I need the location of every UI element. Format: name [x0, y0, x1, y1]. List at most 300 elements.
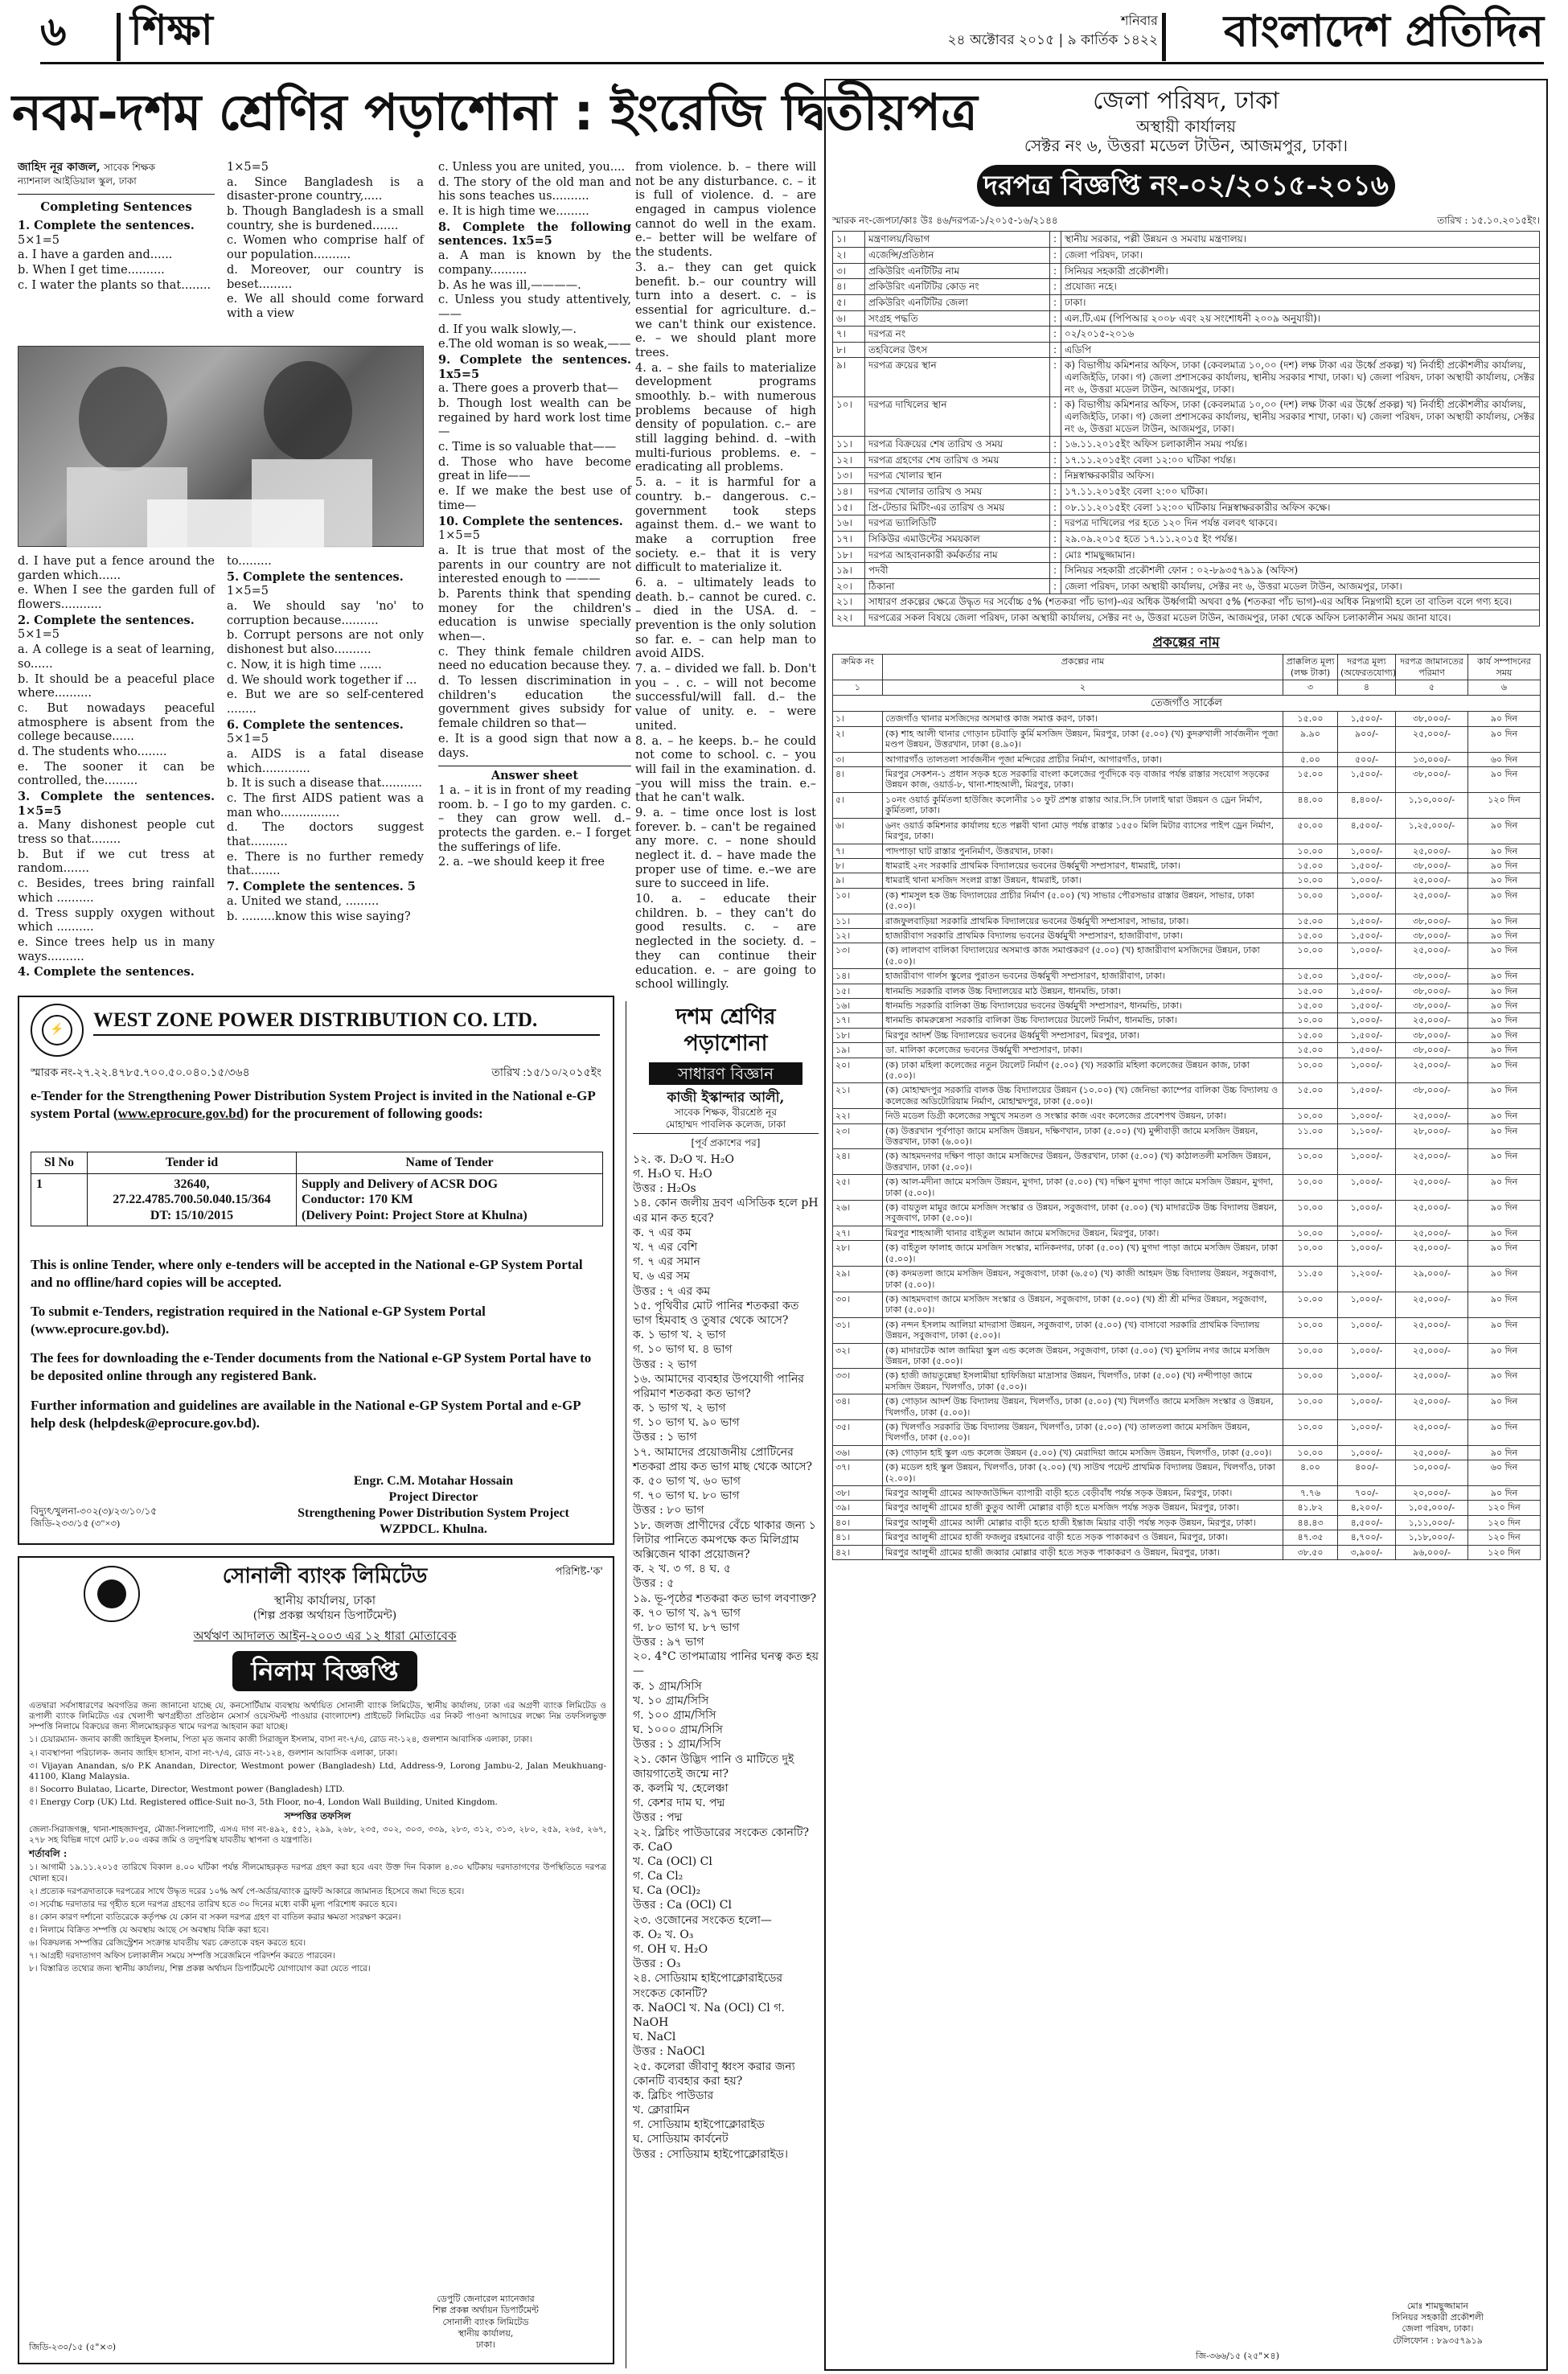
table-cell: ২৫,০০০/-: [1396, 1241, 1468, 1267]
answer-list: [438, 784, 631, 870]
issue-date: ২৪ অক্টোবর ২০১৫ | ৯ কার্তিক ১৪২২: [947, 32, 1158, 48]
author-role: সাবেক শিক্ষক: [104, 162, 156, 173]
table-row: [833, 767, 1541, 793]
westzone-ref: বিদ্যুৎ/খুলনা-৩০২(৩)/২৩/১০/১৫ জিডি-২৩৩/১৫ (৩"×৩): [31, 1505, 158, 1529]
table-cell: পাদপাড়া ঘাট রাস্তার পুননির্মাণ, উত্তরখান, ঢাকা।: [883, 844, 1283, 858]
list-item: a. Many dishonest people cut tress so that........: [18, 819, 215, 847]
table-cell: ৩৮,০০০/-: [1396, 928, 1468, 943]
list-item: e. If we make the best use of time—: [438, 485, 631, 512]
table-cell: ১,২০০/-: [1338, 1267, 1396, 1292]
table-cell: ১৫.০০: [1283, 858, 1338, 873]
table-cell: ১২০ দিন: [1468, 1515, 1541, 1530]
table-cell: ২৫,০০০/-: [1396, 726, 1468, 752]
table-cell: ৯০ দিন: [1468, 914, 1541, 928]
table-cell: ৯০ দিন: [1468, 998, 1541, 1012]
list-item: e. It is high time we.........: [438, 205, 589, 219]
table-row: ১৭। সিকিউর এমাউন্টের সময়কাল : ২৯.০৯.২০১৫ হতে ১৭.১১.২০১৫ ইং পর্যন্ত।: [833, 531, 1540, 547]
table-cell: ৯০ দিন: [1468, 873, 1541, 888]
table-cell: ৫০.০০: [1283, 818, 1338, 844]
list-item: ২৫. কলেরা জীবাণু ধ্বংস করার জন্য কোনটি ব্যবহার করা হয়?: [633, 2060, 795, 2088]
table-cell: মিরপুর সেকশন-১ প্রধান সড়ক হতে সরকারি বাংলা কলেজের পূর্বদিকে বড় বাজার পর্যন্ত রাস্তার সংযোগ সড়কের উন্নয়ন কাজ, ওয়ার্ড-৮, থানা-শাহআলী, মিরপুর, ঢাকা।: [883, 767, 1283, 793]
table-row: ২। এজেন্সি/প্রতিষ্ঠান : জেলা পরিষদ, ঢাকা।: [833, 248, 1540, 264]
table-cell: ৩৮,০০০/-: [1396, 1028, 1468, 1042]
table-cell: ১০.০০: [1283, 1226, 1338, 1240]
science-author-role: সাবেক শিক্ষক, বীরশ্রেষ্ঠ নূর: [674, 1107, 778, 1118]
weekday: শনিবার: [1121, 13, 1158, 28]
list-item: খ. ১০ গ্রাম/সিসি: [633, 1694, 709, 1707]
table-cell: ১০.০০: [1283, 1241, 1338, 1267]
list-item: 2. a. –we should keep it free: [438, 856, 605, 869]
table-cell: (ক) বাইতুল ফালাহ জামে মসজিদ সংস্কার, মানিকনগর, ঢাকা (৫.০০) (খ) মুগদা পাড়া জামে মসজিদ উন্নয়ন, ঢাকা (৫.০০)।: [883, 1241, 1283, 1267]
auction-body: [29, 1701, 606, 2296]
table-cell: ১,৫০০/-: [1338, 712, 1396, 726]
table-cell: ১,০০০/-: [1338, 1445, 1396, 1460]
auction-paragraph: এতদ্বারা সর্বসাধারণের অবগতির জন্য জানানো যাচ্ছে যে, কনসোর্টিয়াম ব্যবস্থায় অর্থায়িত সোনালী ব্যাংক লিমিটেড, স্থানীয় কার্যালয়, ঢাকা এর অগ্রণী ব্যাংক লিমিটেড ও রূপালী ব্যাংক লিমিটেড এর খেলাপী ঋণগ্রহীতা প্রতিষ্ঠান মেসার্স ওয়েস্টমন্ট পাওয়ার (বাংলাদেশ) প্রাইভেট লিমিটেড এর নিকট পাওনা আদায়ের লক্ষ্যে নিম্ন তফসিলভুক্ত সম্পত্তি নিলামে বিক্রয়ের জন্য সীলমোহরকৃত খামে দরপত্র আহবান করা যাচ্ছে।: [29, 1701, 606, 1732]
eprocure-link[interactable]: www.eprocure.gov.bd: [117, 1106, 244, 1122]
table-cell: ৯০ দিন: [1468, 712, 1541, 726]
table-cell: ডা. মালিকা কলেজের ভবনের উর্ধ্বমুখী সম্প্রসারণ, ঢাকা।: [883, 1043, 1283, 1058]
table-cell: ১০.০০: [1283, 943, 1338, 969]
list-item: ১৯. ভূ-পৃষ্ঠের শতকরা কত ভাগ লবণাক্ত?: [633, 1592, 817, 1605]
table-cell: ১,০০০/-: [1338, 1241, 1396, 1267]
list-item: c. Women who comprise half of our population..........: [227, 234, 424, 262]
auction-paragraph: ২। ব্যবস্থাপনা পরিচালক- জনাব জাহিদ হাসান, বাসা নং-৭/এ, রোড নং-১২৪, গুলশান আবাসিক এলাকা, ঢাকা।: [29, 1748, 398, 1758]
table-cell: ৩৪।: [833, 1394, 883, 1420]
table-row: ৩। প্রকিউরিং এনটিটির নাম : সিনিয়র সহকারী প্রকৌশলী।: [833, 263, 1540, 279]
table-cell: ১২০ দিন: [1468, 1530, 1541, 1545]
table-cell: ৬নং ওয়ার্ড কমিশনার কার্যালয় হতে পল্লবী থানা মোড় পর্যন্ত রাস্তার ১৫৫০ মিলি মিটার ব্যাসের পাইপ ড্রেন নির্মাণ, মিরপুর, ঢাকা।: [883, 818, 1283, 844]
table-cell: ১,০৫,০০০/-: [1396, 1501, 1468, 1515]
table-cell: ৪৪.০০: [1283, 792, 1338, 818]
answer-sheet-heading: Answer sheet: [438, 766, 631, 783]
table-cell: মিরপুর আদর্শ উচ্চ বিদ্যালয়ের ভবনের ঊর্ধ্বমুখী সম্প্রসারণ, মিরপুর, ঢাকা।: [883, 1028, 1283, 1042]
tender-memo-date: তারিখ : ১৫.১০.২০১৫ইং।: [1437, 215, 1540, 227]
table-row: [833, 873, 1541, 888]
table-cell: ৯০০/-: [1338, 726, 1396, 752]
list-item: a. Since Bangladesh is a disaster-prone country,.....: [227, 175, 424, 203]
table-cell: ১০.০০: [1283, 873, 1338, 888]
table-cell: নিউ মডেল ডিগ্রী কলেজের সম্মুখে সমতল ও সংস্কার কাজ এবং কলেজের প্রবেশপথ উন্নয়ন, ঢাকা।: [883, 1109, 1283, 1123]
table-cell: ৪২।: [833, 1545, 883, 1559]
auction-paragraph: ৭। আগ্রহী দরদাতাগণ অফিস চলাকালীন সময়ে সম্পত্তি সরেজমিনে পরিদর্শন করতে পারবেন।: [29, 1951, 335, 1961]
list-item: খ. ৭ এর বেশি: [633, 1241, 698, 1254]
table-cell: ১,২৫,০০০/-: [1396, 818, 1468, 844]
table-cell: ৯০ দিন: [1468, 1028, 1541, 1042]
table-row: [833, 858, 1541, 873]
table-cell: ৭।: [833, 844, 883, 858]
question-list: [227, 555, 424, 924]
table-cell: ১,০০০/-: [1338, 873, 1396, 888]
table-cell: ১২।: [833, 928, 883, 943]
table-row: [833, 1394, 1541, 1420]
col-tender-name: Name of Tender: [297, 1152, 603, 1174]
list-item: 10. a. – educate their children. b. – they can't do good results. c. – are neglected in the society. d. – they can continue their education. e. – are going to school willingly.: [635, 893, 816, 992]
science-author-school: মোহাম্মদ পাবলিক কলেজ, ঢাকা: [633, 1119, 819, 1135]
table-row: [833, 969, 1541, 984]
table-cell: ৯০ দিন: [1468, 767, 1541, 793]
tender-office: জেলা পরিষদ, ঢাকা: [1093, 87, 1279, 115]
article-column-1-cont: [18, 555, 215, 993]
table-cell: ৯০ দিন: [1468, 1226, 1541, 1240]
table-row: [833, 844, 1541, 858]
auction-paragraph: ৪। Socorro Bulatao, Licarte, Director, Westmont power (Bangladesh) LTD.: [29, 1784, 345, 1794]
list-item: ক. ১ গ্রাম/সিসি: [633, 1679, 702, 1693]
table-cell: ২৫,০০০/-: [1396, 1058, 1468, 1083]
table-row: [833, 928, 1541, 943]
table-row: [833, 1267, 1541, 1292]
table-cell: ৯০ দিন: [1468, 1292, 1541, 1317]
table-row: [833, 1028, 1541, 1042]
sonali-branch: স্থানীয় কার্যালয়, ঢাকা: [273, 1593, 376, 1608]
table-cell: ২৪।: [833, 1149, 883, 1175]
list-item: ক. ৫০ ভাগ খ. ৬০ ভাগ: [633, 1475, 741, 1488]
article-column-2: [227, 161, 424, 342]
table-cell: ১,০০০/-: [1338, 1201, 1396, 1226]
list-item: ২১. কোন উদ্ভিদ পানি ও মাটিতে দুই জায়গাতেই জন্মে না?: [633, 1752, 794, 1780]
table-row: [833, 1083, 1541, 1109]
table-cell: (ক) গোড়ান আদর্শ উচ্চ বিদ্যালয় উন্নয়ন, খিলগাঁও, ঢাকা (৫.০০) (খ) খিলগাঁও জামে মসজিদ সংস্কার ও উন্নয়ন, খিলগাঁও, ঢাকা (৫.০০)।: [883, 1394, 1283, 1420]
table-cell: ৯০ দিন: [1468, 818, 1541, 844]
table-cell: ৪০।: [833, 1515, 883, 1530]
table-cell: ১১.০০: [1283, 1123, 1338, 1149]
table-cell: ৩৮.৫০: [1283, 1545, 1338, 1559]
list-item: উত্তর : ৭ এর কম: [633, 1284, 711, 1298]
table-cell: (ক) খিলগাঁও সরকারি উচ্চ বিদ্যালয় উন্নয়ন, খিলগাঁও, ঢাকা (৫.০০) (খ) তালতলা জামে মসজিদ উন্নয়ন, খিলগাঁও, ঢাকা (৫.০০)।: [883, 1419, 1283, 1445]
table-cell: ৯০ দিন: [1468, 888, 1541, 914]
list-item: d. To lessen discrimination in children's education the government gives subsidy for female children so that—: [438, 675, 631, 731]
table-row: [833, 726, 1541, 752]
list-item: c. Besides, trees bring rainfall which ..........: [18, 877, 215, 905]
students-photo-shapes: [18, 347, 425, 548]
table-cell: ধানমন্ডি সরকারি বালক উচ্চ বিদ্যালয়ের মাঠ উন্নয়ন, ধানমন্ডি, ঢাকা।: [883, 984, 1283, 998]
table-cell: ১২০ দিন: [1468, 1501, 1541, 1515]
article-column-1: [18, 161, 215, 342]
table-cell: ১,০০০/-: [1338, 1369, 1396, 1394]
table-cell: ১,১০০/-: [1338, 1123, 1396, 1149]
science-section: [626, 1001, 819, 2368]
list-item: b. It is such a disease that...........: [227, 777, 423, 791]
table-cell: ৪০০/-: [1338, 1460, 1396, 1486]
auction-paragraph: ৫। Energy Corp (UK) Ltd. Registered office-Suit no-3, 5th Floor, no-4, London Wall Building, United Kingdom.: [29, 1797, 498, 1807]
auction-paragraph: ৬। বিক্রয়লব্ধ সম্পত্তির রেজিস্ট্রেশন সংক্রান্ত যাবতীয় খরচ ক্রেতাকে বহন করতে হবে।: [29, 1938, 306, 1949]
tender-address: সেক্টর নং ৬, উত্তরা মডেল টাউন, আজমপুর, ঢাকা।: [1024, 135, 1348, 155]
table-cell: ৪৭.৩৫: [1283, 1530, 1338, 1545]
table-cell: ১৩।: [833, 943, 883, 969]
list-item: খ. Ca (OCl) Cl: [633, 1854, 712, 1868]
table-cell: ধানমন্ডি সরকারি বালিকা উচ্চ বিদ্যালয়ের ভবনের উর্ধ্বমুখী সম্প্রসারণ, ধানমন্ডি, ঢাকা।: [883, 998, 1283, 1012]
table-row: [833, 914, 1541, 928]
table-cell: ১,০০০/-: [1338, 1109, 1396, 1123]
list-item: 5×1=5: [18, 233, 60, 247]
list-item: 2. Complete the sentences.: [18, 613, 195, 627]
table-cell: ৩৮,০০০/-: [1396, 712, 1468, 726]
table-row: ১২। দরপত্র গ্রহণের শেষ তারিখ ও সময় : ১৭.১১.২০১৫ইং বেলা ১২:০০ ঘটিকা পর্যন্ত।: [833, 452, 1540, 468]
table-cell: ২৫,০০০/-: [1396, 844, 1468, 858]
list-item: b. Parents think that spending money for the children's education is unwise specially when—.: [438, 587, 631, 643]
list-item: b. It should be a peaceful place where..........: [18, 672, 215, 700]
table-row: ১৫। প্রি-টেন্ডার মিটিং-এর তারিখ ও সময় : ০৮.১১.২০১৫ইং বেলা ১২:০০ ঘটিকায় নিম্নস্বাক্ষরকারীর অফিস কক্ষে।: [833, 499, 1540, 515]
table-cell: ১,৫০০/-: [1338, 858, 1396, 873]
table-cell: তেজগাঁও থানার মসজিদের অসমাপ্ত কাজ সমাপ্ত করণ, ঢাকা।: [883, 712, 1283, 726]
table-cell: ১৬।: [833, 998, 883, 1012]
table-cell: ৩২।: [833, 1343, 883, 1369]
list-item: 6. a. – ultimately leads to death. b.– cannot be cured. c. – died in the USA. d. – prevention is the only solution so far. e. – can help man to avoid AIDS.: [635, 576, 816, 661]
table-cell: ৩৮,০০০/-: [1396, 1083, 1468, 1109]
list-item: 10. Complete the sentences.: [438, 514, 623, 528]
table-row: [833, 1109, 1541, 1123]
table-cell: ২৮,০০০/-: [1396, 1123, 1468, 1149]
table-row: [833, 1419, 1541, 1445]
westzone-table: [31, 1152, 603, 1226]
table-cell: ৯০ দিন: [1468, 1058, 1541, 1083]
tender-memo: স্মারক নং-জেপঢা/কাঃ উঃ ৪৬/দরপত্র-১/২০১৫-১৬/২১৪৪: [832, 215, 1058, 227]
westzone-memo: স্মারক নং-২৭.২২.৪৭৮৫.৭০০.৫০.০৪০.১৫/৩৬৪: [31, 1067, 250, 1079]
table-cell: ১।: [833, 712, 883, 726]
table-cell: ধানমন্ডি কামরুন্নেসা সরকারি বালিকা উচ্চ বিদ্যালয়ের টয়লেট নির্মাণ, ধানমন্ডি, ঢাকা।: [883, 1013, 1283, 1028]
table-row: [833, 1369, 1541, 1394]
table-cell: ২০,০০০/-: [1396, 1486, 1468, 1501]
table-cell: (ক) মাদারটেক আল জামিয়া স্কুল এন্ড কলেজ উন্নয়ন, সবুজবাগ, ঢাকা (৫.০০) (খ) মুসলিম নগর জামে মসজিদ উন্নয়ন, ঢাকা (৫.০০)।: [883, 1343, 1283, 1369]
list-item: 7. Complete the sentences. 5: [227, 880, 416, 894]
table-cell: ১,০০০/-: [1338, 1343, 1396, 1369]
table-row: [833, 1226, 1541, 1240]
table-cell: ১১।: [833, 914, 883, 928]
list-item: খ. ক্লোরামিন: [633, 2104, 690, 2117]
sun-icon: [97, 1579, 126, 1608]
table-cell: ১৭।: [833, 1013, 883, 1028]
table-cell: ১২০ দিন: [1468, 1545, 1541, 1559]
list-item: 8. a. – he keeps. b.– he could not come to school. c. – you will fail in the examination. d. –you will miss the train. e.– that he can't walk.: [635, 734, 816, 805]
list-item: c. Now, it is high time ......: [227, 658, 382, 672]
list-item: উত্তর : O₃: [633, 1957, 681, 1971]
table-cell: (ক) বায়তুল মামুর জামে মসজিদ সংস্কার ও উন্নয়ন, সবুজবাগ, ঢাকা (৫.০০) (খ) মাদারটেক উচ্চ বিদ্যালয় উন্নয়ন, সবুজবাগ, ঢাকা (৫.০০)।: [883, 1201, 1283, 1226]
list-item: ক. ১ ভাগ খ. ২ ভাগ: [633, 1402, 726, 1415]
table-row: [833, 998, 1541, 1012]
table-cell: ২৫,০০০/-: [1396, 943, 1468, 969]
table-cell: ৮।: [833, 858, 883, 873]
table-row: ৯। দরপত্র ক্রয়ের স্থান : ক) বিভাগীয় কমিশনার অফিস, ঢাকা (কেবলমাত্র ১০,০০ (দশ) লক্ষ টাকা এর উর্ধ্বে প্রকল্প) খ) নির্বাহী প্রকৌশলীর কার্যালয়, এলজিইডি, ঢাকা। গ) জেলা প্রশাসকের কার্যালয়, স্থানীয় সরকার শাখা, ঢাকা। ঘ) জেলা পরিষদ, ঢাকা অস্থায়ী কার্যালয়, সেক্টর নং ৬, উত্তরা মডেল টাউন, আজমপুর, ঢাকা।: [833, 358, 1540, 397]
table-row: [833, 1292, 1541, 1317]
column-header: প্রকল্পের নাম: [883, 655, 1283, 680]
list-item: e. But we are so self-centered ........: [227, 688, 424, 716]
westzone-memo-date: তারিখ :১৫/১০/২০১৫ইং: [491, 1067, 601, 1079]
auction-paragraph: ১। আগামী ১৯.১১.২০১৫ তারিখে বিকাল ৪.০০ ঘটিকা পর্যন্ত সীলমোহরকৃত দরপত্র গ্রহণ করা হবে এবং উক্ত দিন বিকাল ৪.৩০ ঘটিকায় দরদাতাগণের উপস্থিতিতে দরপত্র খোলা হবে।: [29, 1863, 606, 1883]
table-cell: মিরপুর আলুব্দী গ্রামের আফজাউদ্দিন ব্যাপারী বাড়ী হতে বেড়ীবাঁধ পর্যন্ত সড়ক উন্নয়ন, মিরপুর, ঢাকা।: [883, 1486, 1283, 1501]
table-row: [833, 1460, 1541, 1486]
table-cell: ৯০ দিন: [1468, 1267, 1541, 1292]
table-cell: ১০.০০: [1283, 1013, 1338, 1028]
list-item: e. When I see the garden full of flowers...........: [18, 584, 215, 612]
table-cell: ১,০০০/-: [1338, 1317, 1396, 1343]
table-cell: ৯০ দিন: [1468, 1043, 1541, 1058]
auction-paragraph: ৪। কোন কারণ দর্শানো ব্যতিরেকে কর্তৃপক্ষ যে কোন বা সকল দরপত্র গ্রহণ বা বাতিল করার ক্ষমতা সংরক্ষণ করেন।: [29, 1912, 401, 1922]
table-cell: ২৬।: [833, 1201, 883, 1226]
col-sl: Sl No: [31, 1152, 88, 1174]
table-row: [833, 1445, 1541, 1460]
list-item: ২২. ব্লিচিং পাউডারের সংকেত কোনটি?: [633, 1826, 810, 1839]
header-divider: [117, 13, 121, 61]
table-row: [833, 1201, 1541, 1226]
list-item: উত্তর : ১ গ্রাম/সিসি: [633, 1738, 721, 1752]
table-cell: ১,০০০/-: [1338, 1394, 1396, 1420]
table-row: ১৮। দরপত্র আহবানকারী কর্মকর্তার নাম : মোঃ শামছুজ্জামান।: [833, 547, 1540, 563]
list-item: ক. ১ ভাগ খ. ২ ভাগ: [633, 1329, 726, 1342]
table-row: [833, 943, 1541, 969]
table-cell: হাজারীবাগ সরকারি প্রাথমিক বিদ্যালয় ভবনের ঊর্ধ্বমুখী সম্প্রসারণ, হাজারীবাগ, ঢাকা।: [883, 928, 1283, 943]
list-item: a. A man is known by the company..........: [438, 249, 631, 277]
table-cell: (ক) নন্দন ইসলাম আলিয়া মাদরাসা উন্নয়ন, সবুজবাগ, ঢাকা (৫.০০) (খ) বাসাবো সরকারি প্রাথমিক বিদ্যালয় উন্নয়ন, সবুজবাগ, ঢাকা (৫.০০)।: [883, 1317, 1283, 1343]
table-cell: (ক) আল-মদীনা জামে মসজিদ উন্নয়ন, মুগদা, ঢাকা (৫.০০) (খ) দক্ষিণ মুগদা পাড়া জামে মসজিদ উন্নয়ন, মুগদা, ঢাকা (৫.০০)।: [883, 1175, 1283, 1201]
list-item: গ. ১০ ভাগ ঘ. ৯০ ভাগ: [633, 1416, 740, 1430]
table-cell: ২৫,০০০/-: [1396, 888, 1468, 914]
table-cell: ৯০ দিন: [1468, 1013, 1541, 1028]
question-list: [18, 219, 215, 293]
list-item: ১৫. পৃথিবীর মোট পানির শতকরা কত ভাগ হিমবাহ ও তুষার থেকে আসে?: [633, 1299, 799, 1327]
list-item: b. As he was ill,————.: [438, 278, 581, 292]
annex-tag: পরিশিষ্ট-'ক': [555, 1566, 603, 1578]
list-item: ঘ. সোডিয়াম কার্বনেট: [633, 2133, 729, 2146]
table-cell: ৯৬,০০০/-: [1396, 1545, 1468, 1559]
table-cell: ১৩,০০০/-: [1396, 752, 1468, 766]
column-header: কার্য সম্পাদনের সময়: [1468, 655, 1541, 680]
list-item: গ. ৭০ ভাগ ঘ. ৮০ ভাগ: [633, 1489, 740, 1503]
list-item: ক. CaO: [633, 1840, 673, 1854]
table-cell: ৩৫।: [833, 1419, 883, 1445]
column-header: দরপত্র জামানতের পরিমাণ: [1396, 655, 1468, 680]
table-cell: ৫।: [833, 792, 883, 818]
table-cell: মিরপুর আলুব্দী গ্রামের হাজী কুতুব আলী মোল্লার বাড়ী হতে মসজিদ পর্যন্ত সড়ক উন্নয়ন, মিরপুর, ঢাকা।: [883, 1501, 1283, 1515]
table-cell: ৯০ দিন: [1468, 1175, 1541, 1201]
table-cell: ২৩।: [833, 1123, 883, 1149]
table-cell: ৪।: [833, 767, 883, 793]
list-item: ২৪. সোডিয়াম হাইপোক্লোরাইডের সংকেত কোনটি?: [633, 1972, 783, 2000]
table-cell: (ক) শামসুল হক উচ্চ বিদ্যালয়ের প্রাচীর নির্মাণ (৫.০০) (খ) সাভার পৌরসভার রাস্তার উন্নয়ন, সাভার, ঢাকা (৫.০০)।: [883, 888, 1283, 914]
list-item: ক. ২ খ. ৩ গ. ৪ ঘ. ৫: [633, 1563, 732, 1576]
table-cell: ৯০ দিন: [1468, 1109, 1541, 1123]
article-headline: নবম-দশম শ্রেণির পড়াশোনা : ইংরেজি দ্বিতীয়পত্র: [12, 83, 978, 142]
table-cell: ৩৮,০০০/-: [1396, 767, 1468, 793]
table-row: [833, 1317, 1541, 1343]
table-cell: ৪৪.৪৩: [1283, 1515, 1338, 1530]
science-prev: [পূর্ব প্রকাশের পর]: [691, 1137, 761, 1149]
column-number: ১: [833, 680, 883, 695]
table-cell: ১০.০০: [1283, 1419, 1338, 1445]
table-cell: ৭.৭৬: [1283, 1486, 1338, 1501]
table-cell: ৩০।: [833, 1292, 883, 1317]
list-item: e. Since trees help us in many ways..........: [18, 935, 215, 963]
table-cell: ২৫,০০০/-: [1396, 1226, 1468, 1240]
table-row: [833, 1241, 1541, 1267]
article-column-4: [635, 161, 816, 997]
list-item: a. We should say 'no' to corruption because..........: [227, 600, 424, 627]
table-cell: মিরপুর আলুব্দী গ্রামের হাজী ফজলুর রহমানের বাড়ী হতে সড়ক পাকাকরণ ও উন্নয়ন, মিরপুর, ঢাকা।: [883, 1530, 1283, 1545]
table-cell: ৯০ দিন: [1468, 928, 1541, 943]
article-column-3: [438, 161, 631, 877]
table-row: ১৬। দরপত্র ভ্যালিডিটি : দরপত্র দাখিলের পর হতে ১২০ দিন পর্যন্ত বলবৎ থাকবে।: [833, 515, 1540, 532]
list-item: a. There goes a proverb that—: [438, 382, 619, 396]
table-cell: ৯০ দিন: [1468, 1149, 1541, 1175]
table-cell: ১৫.০০: [1283, 767, 1338, 793]
table-cell: ৯।: [833, 873, 883, 888]
list-item: ক. ব্লিচিং পাউডার: [633, 2089, 714, 2102]
auction-notice-title: নিলাম বিজ্ঞপ্তি: [232, 1651, 417, 1691]
table-cell: ৪,৪০০/-: [1338, 792, 1396, 818]
table-cell: আগারগাঁও তালতলা সার্বজনীন পূজা মন্দিরের প্রাচীর নির্মাণ, আগারগাঁও, ঢাকা।: [883, 752, 1283, 766]
table-row: [833, 1545, 1541, 1559]
table-cell: ৯০ দিন: [1468, 1445, 1541, 1460]
table-cell: ৩৮,০০০/-: [1396, 914, 1468, 928]
list-item: e. There is no further remedy that........: [227, 850, 424, 878]
list-item: c. I water the plants so that........: [18, 278, 211, 292]
list-item: to.........: [227, 555, 272, 568]
table-row: ৮। তহবিলের উৎস : এডিপি: [833, 342, 1540, 358]
table-cell: ১০.০০: [1283, 888, 1338, 914]
table-cell: ১৮।: [833, 1028, 883, 1042]
table-row: [833, 1123, 1541, 1149]
list-item: e.The old woman is so weak,——: [438, 338, 631, 351]
list-item: b. Corrupt persons are not only dishonest but also..........: [227, 629, 424, 657]
table-cell: ৬০ দিন: [1468, 752, 1541, 766]
tender-memo-line: [832, 215, 1540, 231]
sonali-signature: ডেপুটি জেনারেল ম্যানেজার শিল্প প্রকল্প অর্থায়ন ডিপার্টমেন্ট সোনালী ব্যাংক লিমিটেড স্থানীয় কার্যালয়, ঢাকা।: [433, 2294, 539, 2351]
page-number: ৬: [40, 7, 67, 55]
auction-paragraph: ৩। Vijayan Anandan, s/o P.K Anandan, Director, Westmont power (Bangladesh) Ltd, Address-9, Lorong Jambu-2, Jalan Meukhuang-41100, Klang Malaysia.: [29, 1760, 606, 1781]
list-item: e. We all should come forward with a view: [227, 293, 424, 320]
table-cell: ৩৮,০০০/-: [1396, 1043, 1468, 1058]
table-cell: ৯০ দিন: [1468, 1083, 1541, 1109]
list-item: 9. Complete the sentences. 1x5=5: [438, 352, 631, 381]
list-item: b. But if we cut tress at random.......: [18, 848, 215, 876]
list-item: 1×5=5: [227, 161, 269, 174]
tender-info-table: [832, 231, 1540, 626]
table-cell: ৯০ দিন: [1468, 1419, 1541, 1445]
list-item: 6. Complete the sentences.: [227, 717, 404, 732]
question-list: [18, 555, 215, 980]
table-cell: রাজফুলবাড়িয়া সরকারি প্রাথমিক বিদ্যালয়ের ভবনের উর্ধ্বমুখী সম্প্রসারণ, সাভার, ঢাকা।: [883, 914, 1283, 928]
list-item: c. Unless you study attentively,——: [438, 294, 631, 321]
table-row: [833, 1149, 1541, 1175]
table-cell: ৯০ দিন: [1468, 1317, 1541, 1343]
auction-paragraph: জেলা-সিরাজগঞ্জ, থানা-শাহজাদপুর, মৌজা-পিলাপোটি, এসএ দাগ নং-৪৯২, ৫৫১, ২৯৯, ২৬৮, ২৩৫, ৩০২, ৩০৩, ৩৩৯, ২৮৩, ৩১২, ৩১৩, ২৮০, ২৫৯, ২৬৫, ২৬৭, ২৭৮ সহ বিভিন্ন দাগে মোট ৮.০০ একর জমি ও তদুপরিস্থ যাবতীয় স্থাপনা ও যন্ত্রপাতি।: [29, 1825, 606, 1846]
table-cell: ১,০০০/-: [1338, 943, 1396, 969]
column-number: ২: [883, 680, 1283, 695]
column-header: প্রাক্কলিত মূল্য (লক্ষ টাকা): [1283, 655, 1338, 680]
table-cell: (ক) মডেল হাই স্কুল উন্নয়ন, খিলগাঁও, ঢাকা (২.০০) (খ) সাউথ পয়েন্ট প্রাথমিক বিদ্যালয় উন্নয়ন, খিলগাঁও, ঢাকা (২.০০)।: [883, 1460, 1283, 1486]
sonali-ref: জিডি-২৩০/১৫ (৫"×৩): [29, 2342, 117, 2352]
table-row: [833, 712, 1541, 726]
table-cell: ধামরাই ২নং সরকারি প্রাথমিক বিদ্যালয়ের ভবনের উর্ধ্বমুখী সম্প্রসারণ, ধামরাই, ঢাকা।: [883, 858, 1283, 873]
table-cell: ২৫,০০০/-: [1396, 1149, 1468, 1175]
table-cell: ৩,৯০০/-: [1338, 1545, 1396, 1559]
list-item: ক. কলমি খ. হেলেঞ্চা: [633, 1781, 729, 1795]
article-topic: Completing Sentences: [40, 199, 192, 214]
column-number: ৬: [1468, 680, 1541, 695]
table-cell: ২৫,০০০/-: [1396, 1369, 1468, 1394]
table-row: ৬। সংগ্রহ পদ্ধতি : এল.টি.এম (পিপিআর ২০০৮ এবং ২য় সংশোধনী ২০০৯ অনুযায়ী)।: [833, 310, 1540, 327]
section-title: শিক্ষা: [130, 6, 213, 55]
table-cell: (ক) মোহাম্মদপুর সরকারি বালক উচ্চ বিদ্যালয়ের উন্নয়ন (১০.০০) (খ) জেনিভা ক্যাম্পের বালিকা উচ্চ বিদ্যালয় ও কলেজের অডিটোরিয়াম নির্মাণ, মোহাম্মদপুর, ঢাকা (৫.০০)।: [883, 1083, 1283, 1109]
table-row: ২১। সাধারণ প্রকল্পের ক্ষেত্রে উদ্ধৃত দর সর্বোচ্চ ৫% (শতকরা পাঁচ ভাগ)-এর অধিক উর্ধ্বগামী অথবা ৫% (শতকরা পাঁচ ভাগ)-এর অধিক নিম্নগামী হলে তা বাতিল বলে গণ্য হবে।: [833, 594, 1540, 610]
list-item: d. Those who have become great in life——: [438, 455, 631, 483]
table-cell: ২৫,০০০/-: [1396, 1343, 1468, 1369]
table-cell: ১০,০০০/-: [1396, 1460, 1468, 1486]
table-row: ২২। দরপত্রের সকল বিষয়ে জেলা পরিষদ, ঢাকা অস্থায়ী কার্যালয়, সেক্টর নং ৬, উত্তরা মডেল টাউন, আজমপুর, ঢাকা থেকে অফিস চলাকালীন সময় জানা যাবে।: [833, 610, 1540, 626]
auction-paragraph: ৩। সর্বোচ্চ দরদাতার দর গৃহীত হলে দরপত্র গ্রহণের তারিখ হতে ৩০ দিনের মধ্যে বাকী মূল্য পরিশোধ করতে হবে।: [29, 1899, 397, 1909]
table-cell: ৯০ দিন: [1468, 1343, 1541, 1369]
table-cell: ১২০ দিন: [1468, 792, 1541, 818]
westzone-body: This is online Tender, where only e-tenders will be accepted in the National e-GP System Portal and no offline/hard copies will be accepted. To submit e-Tenders, registration required in the National e-GP System Portal (www.eprocure.gov.bd). The fees for downloading the e-Tender documents from the National e-GP System Portal have to be deposited online through any registered Bank. Further information and guidelines are available in the National e-GP System Portal and e-GP help desk (helpdesk@eprocure.gov.bd).: [31, 1257, 592, 1431]
table-cell: ২৫,০০০/-: [1396, 1201, 1468, 1226]
